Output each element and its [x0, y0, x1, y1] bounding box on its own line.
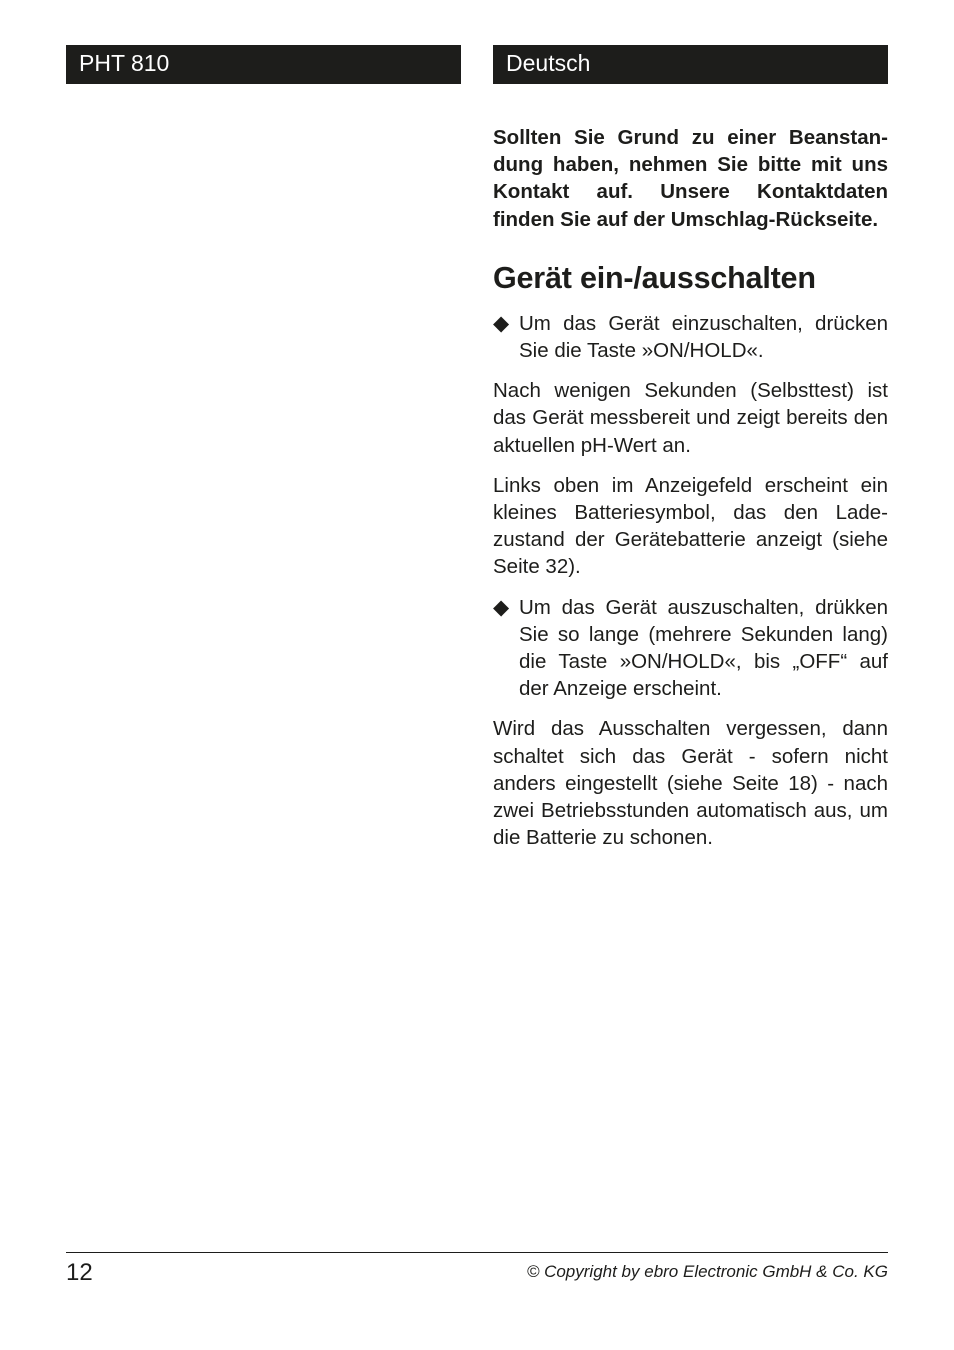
bullet-text: Um das Gerät einzuschalten, drücken Sie die Taste »ON/HOLD«. [519, 311, 888, 363]
paragraph-selftest: Nach wenigen Sekunden (Selbsttest) ist das Gerät messbereit und zeigt bereits den aktuellen pH-Wert an. [493, 379, 888, 457]
footer-divider [66, 1252, 888, 1253]
bullet-item-switch-off [493, 594, 888, 703]
section-title: Gerät ein-/ausschalten [493, 260, 816, 295]
language-label: Deutsch [506, 50, 591, 76]
paragraph-auto-off: Wird das Ausschalten vergessen, dann schaltet sich das Gerät - sofern nicht anders eingestellt (siehe Seite 18) - nach zwei Betriebsstunden automatisch aus, um die Batterie zu schonen. [493, 717, 888, 850]
paragraph-battery-symbol: Links oben im Anzeigefeld erscheint ein kleines Batteriesymbol, das den Ladezustand der Gerätebatterie anzeigt (siehe Seite 32). [493, 473, 888, 579]
product-name: PHT 810 [79, 50, 170, 76]
copyright-notice: © Copyright by ebro Electronic GmbH & Co. KG [526, 1262, 888, 1281]
diamond-bullet-icon: ◆ [493, 595, 510, 619]
diamond-bullet-icon: ◆ [493, 311, 510, 335]
header-product-name [66, 45, 461, 84]
bullet-item-switch-on [493, 310, 888, 364]
lead-paragraph: Sollten Sie Grund zu einer Beanstandung haben, nehmen Sie bitte mit uns Kontakt auf. Unsere Kontaktdaten finden Sie auf der Umschlag-Rückseite. [493, 126, 888, 231]
bullet-text: Um das Gerät auszuschalten, drükken Sie so lange (mehrere Sekunden lang) die Taste »ON/HOLD«, bis „OFF“ auf der Anzeige erscheint. [519, 595, 888, 701]
main-content [493, 124, 888, 864]
page-number: 12 [66, 1259, 93, 1286]
header-language [493, 45, 888, 84]
